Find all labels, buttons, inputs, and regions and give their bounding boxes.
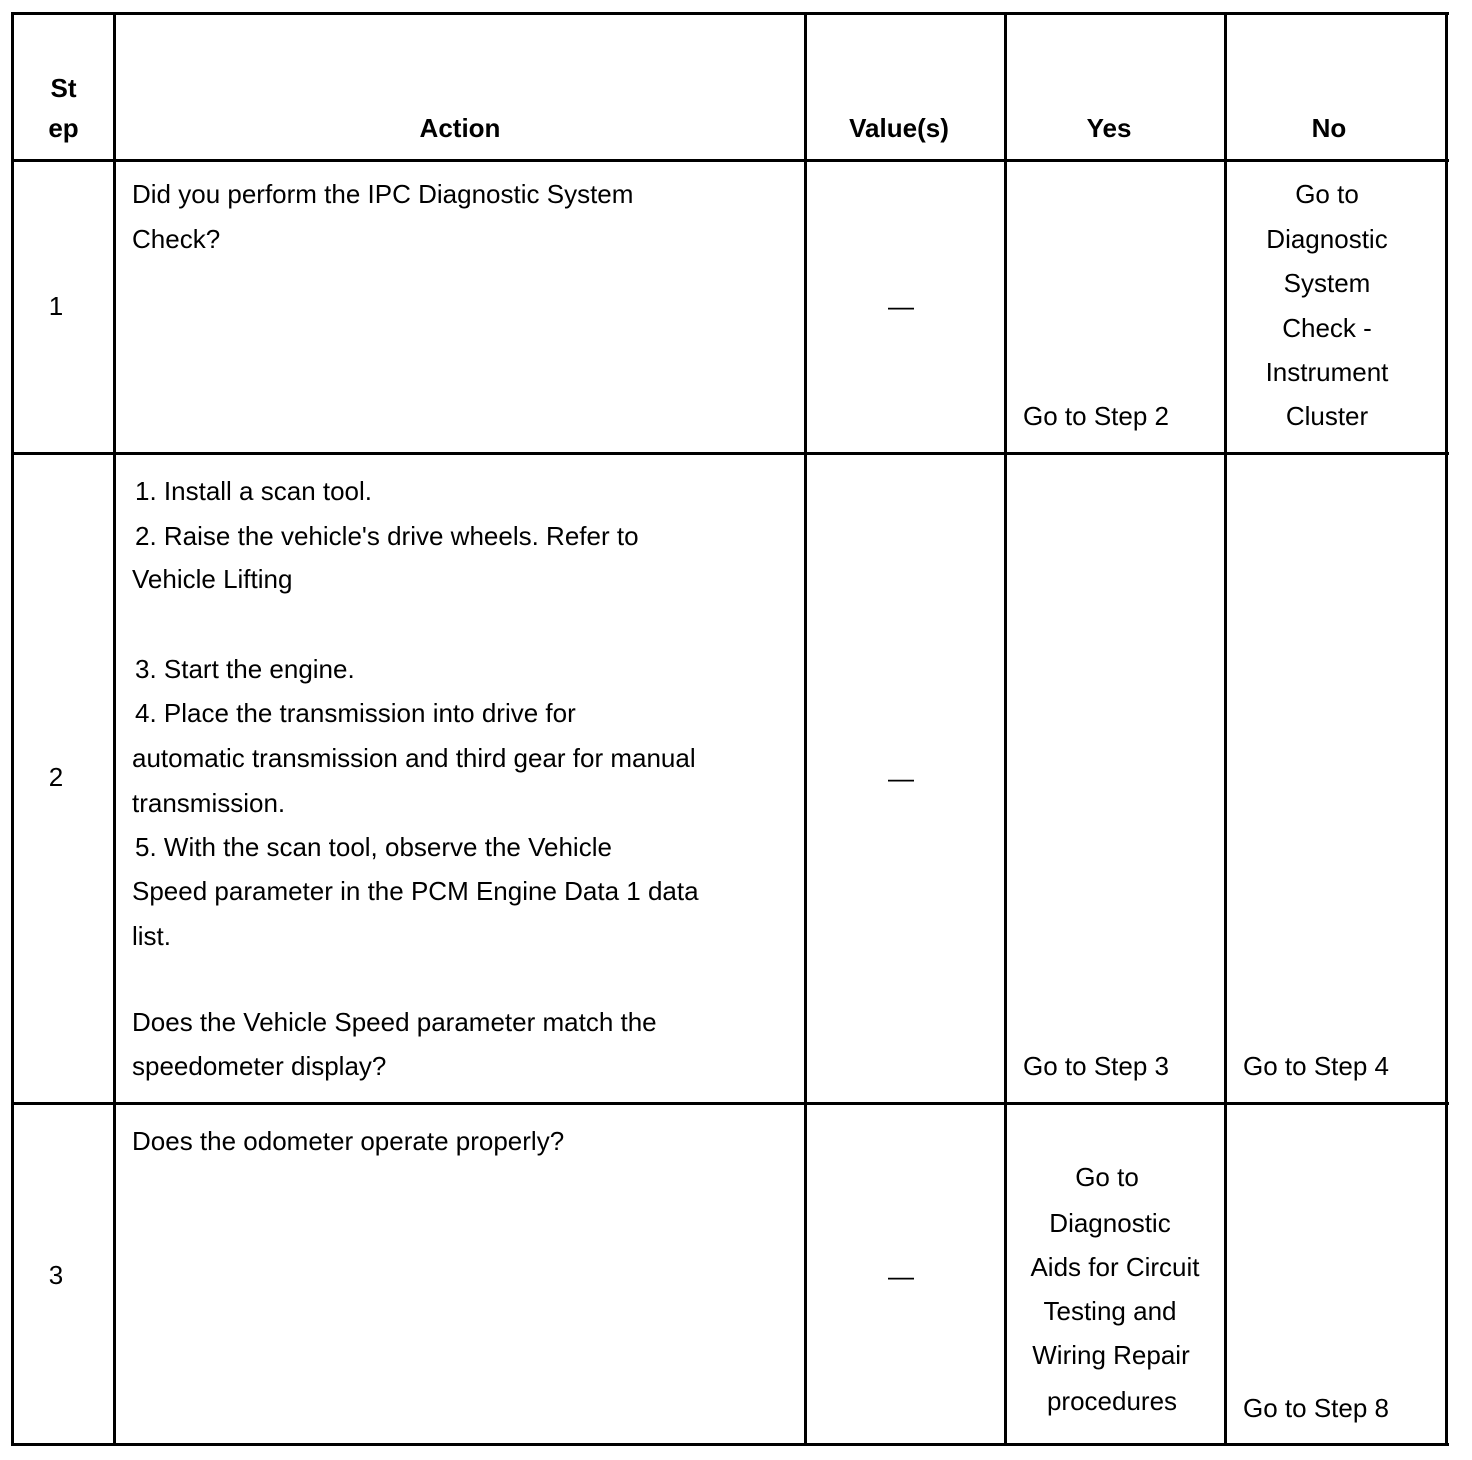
action-line: automatic transmission and third gear for manual: [132, 743, 696, 773]
header-yes: Yes: [1086, 113, 1132, 143]
action-line: 4. Place the transmission into drive for: [135, 698, 576, 728]
header-action: Action: [419, 113, 501, 143]
table-border-left: [11, 12, 14, 1446]
action-line: 3. Start the engine.: [135, 654, 355, 684]
value-cell: —: [888, 1261, 914, 1291]
action-line: 2. Raise the vehicle's drive wheels. Refer to: [135, 521, 639, 551]
action-line: Check?: [132, 224, 221, 254]
header-values: Value(s): [849, 113, 949, 143]
step-number: 3: [48, 1260, 64, 1290]
step-number: 1: [48, 291, 64, 321]
action-line: Vehicle Lifting: [132, 564, 293, 594]
header-no: No: [1311, 113, 1347, 143]
no-line: Go to Step 4: [1243, 1051, 1389, 1081]
action-line: Does the Vehicle Speed parameter match the: [132, 1007, 657, 1037]
value-cell: —: [888, 291, 914, 321]
row-divider-1: [11, 452, 1449, 455]
table-border-bottom: [11, 1443, 1449, 1446]
header-step-line1: St: [50, 73, 77, 103]
action-line: Speed parameter in the PCM Engine Data 1 data: [132, 876, 699, 906]
value-cell: —: [888, 763, 914, 793]
table-border-right: [1445, 12, 1448, 1446]
row-divider-2: [11, 1102, 1449, 1105]
action-line: list.: [132, 921, 171, 951]
yes-line: Wiring Repair: [1032, 1340, 1190, 1370]
yes-line: Aids for Circuit: [1030, 1252, 1200, 1282]
action-line: speedometer display?: [132, 1051, 387, 1081]
header-divider: [11, 159, 1449, 162]
no-line: System: [1283, 268, 1371, 298]
yes-line: Testing and: [1043, 1296, 1177, 1326]
header-step-line2: ep: [48, 113, 79, 143]
yes-line: Diagnostic: [1049, 1208, 1171, 1238]
no-line: Instrument: [1265, 357, 1389, 387]
action-line: 5. With the scan tool, observe the Vehicle: [135, 832, 612, 862]
col-divider-step: [113, 12, 116, 1446]
no-line: Go to Step 8: [1243, 1393, 1389, 1423]
yes-line: Go to Step 2: [1023, 401, 1169, 431]
no-line: Diagnostic: [1266, 224, 1388, 254]
step-number: 2: [48, 762, 64, 792]
action-line: 1. Install a scan tool.: [135, 476, 373, 506]
table-border-top: [11, 12, 1449, 15]
action-line: Did you perform the IPC Diagnostic System: [132, 179, 634, 209]
no-line: Go to: [1295, 179, 1359, 209]
yes-line: Go to Step 3: [1023, 1051, 1169, 1081]
action-line: Does the odometer operate properly?: [132, 1126, 565, 1156]
no-line: Cluster: [1285, 401, 1369, 431]
col-divider-action: [804, 12, 807, 1446]
no-line: Check -: [1282, 313, 1372, 343]
yes-line: Go to: [1075, 1162, 1139, 1192]
action-line: transmission.: [132, 788, 286, 818]
yes-line: procedures: [1046, 1386, 1178, 1416]
